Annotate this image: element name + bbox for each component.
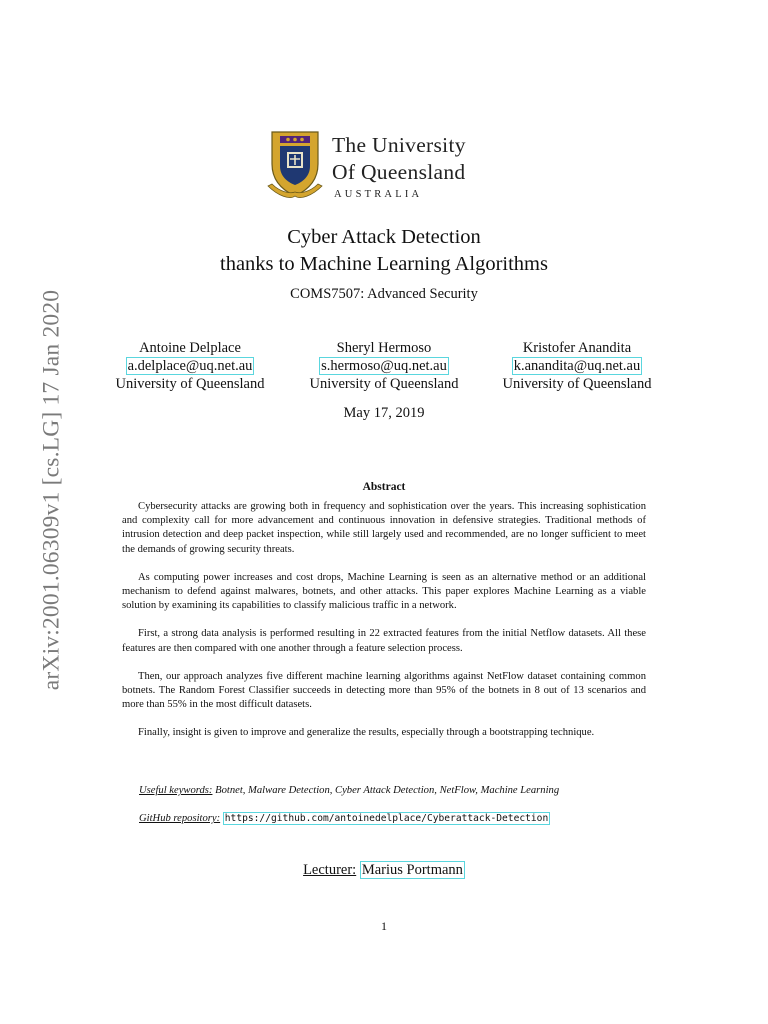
github-line (139, 813, 550, 824)
keywords-text: Botnet, Malware Detection, Cyber Attack Detection, NetFlow, Machine Learning (215, 785, 560, 796)
author-email-link[interactable]: k.anandita@uq.net.au (513, 358, 641, 374)
lecturer-label: Lecturer: (303, 862, 357, 878)
lecturer-line (0, 862, 768, 879)
title-line2: thanks to Machine Learning Algorithms (220, 253, 548, 275)
abstract-paragraph: Cybersecurity attacks are growing both in frequency and sophistication over the years. This increasing sophistication and complexity call for more advancement and continuous innovation in defensive strategies. Traditional methods of intrusion detection and deep packet inspection, while still largely used and recommended, are no longer sufficient to meet the demands of growing security threats. (122, 501, 646, 555)
author-block (482, 339, 672, 393)
paper-date: May 17, 2019 (343, 405, 425, 421)
github-label: GitHub repository: (139, 813, 221, 824)
university-logo (266, 130, 506, 205)
author-affiliation: University of Queensland (115, 376, 265, 392)
logo-line3: AUSTRALIA (334, 189, 423, 200)
author-name: Antoine Delplace (139, 340, 241, 356)
abstract-body (122, 500, 646, 755)
author-email-link[interactable]: s.hermoso@uq.net.au (321, 358, 447, 374)
abstract-paragraph: Finally, insight is given to improve and generalize the results, especially through a bootstrapping technique. (138, 727, 595, 739)
author-affiliation: University of Queensland (309, 376, 459, 392)
author-name: Kristofer Anandita (522, 340, 632, 356)
abstract-heading: Abstract (362, 481, 406, 493)
author-block (289, 339, 479, 393)
logo-line1: The University (332, 133, 466, 157)
title-line1: Cyber Attack Detection (287, 226, 481, 248)
course-name: COMS7507: Advanced Security (290, 286, 478, 302)
lecturer-link[interactable]: Marius Portmann (361, 862, 463, 878)
arxiv-identifier: arXiv:2001.06309v1 [cs.LG] 17 Jan 2020 (38, 289, 65, 691)
author-name: Sheryl Hermoso (336, 340, 432, 356)
keywords-label: Useful keywords: (139, 785, 213, 796)
logo-line2: Of Queensland (332, 160, 466, 184)
paper-title (0, 224, 768, 278)
abstract-paragraph: First, a strong data analysis is performed resulting in 22 extracted features from the initial Netflow datasets. All these features are then compared with one another through a feature selection process. (122, 628, 646, 654)
page-number: 1 (381, 919, 387, 933)
author-affiliation: University of Queensland (502, 376, 652, 392)
github-link[interactable]: https://github.com/antoinedelplace/Cyberattack-Detection (224, 813, 549, 824)
author-email-link[interactable]: a.delplace@uq.net.au (127, 358, 253, 374)
crest-icon (266, 130, 324, 200)
author-block (95, 339, 285, 393)
abstract-paragraph: Then, our approach analyzes five different machine learning algorithms against NetFlow dataset containing common botnets. The Random Forest Classifier succeeds in detecting more than 95% of the botnets in 8 out of 13 scenarios and more than 55% in the most difficult datasets. (122, 670, 646, 711)
keywords-line (139, 785, 559, 796)
abstract-paragraph: As computing power increases and cost drops, Machine Learning is seen as an alternative method or an additional mechanism to defend against malwares, botnets, and other attacks. This paper explores Machine Learning as a viable solution by examining its capabilities to classify malicious traffic in a network. (122, 571, 646, 612)
